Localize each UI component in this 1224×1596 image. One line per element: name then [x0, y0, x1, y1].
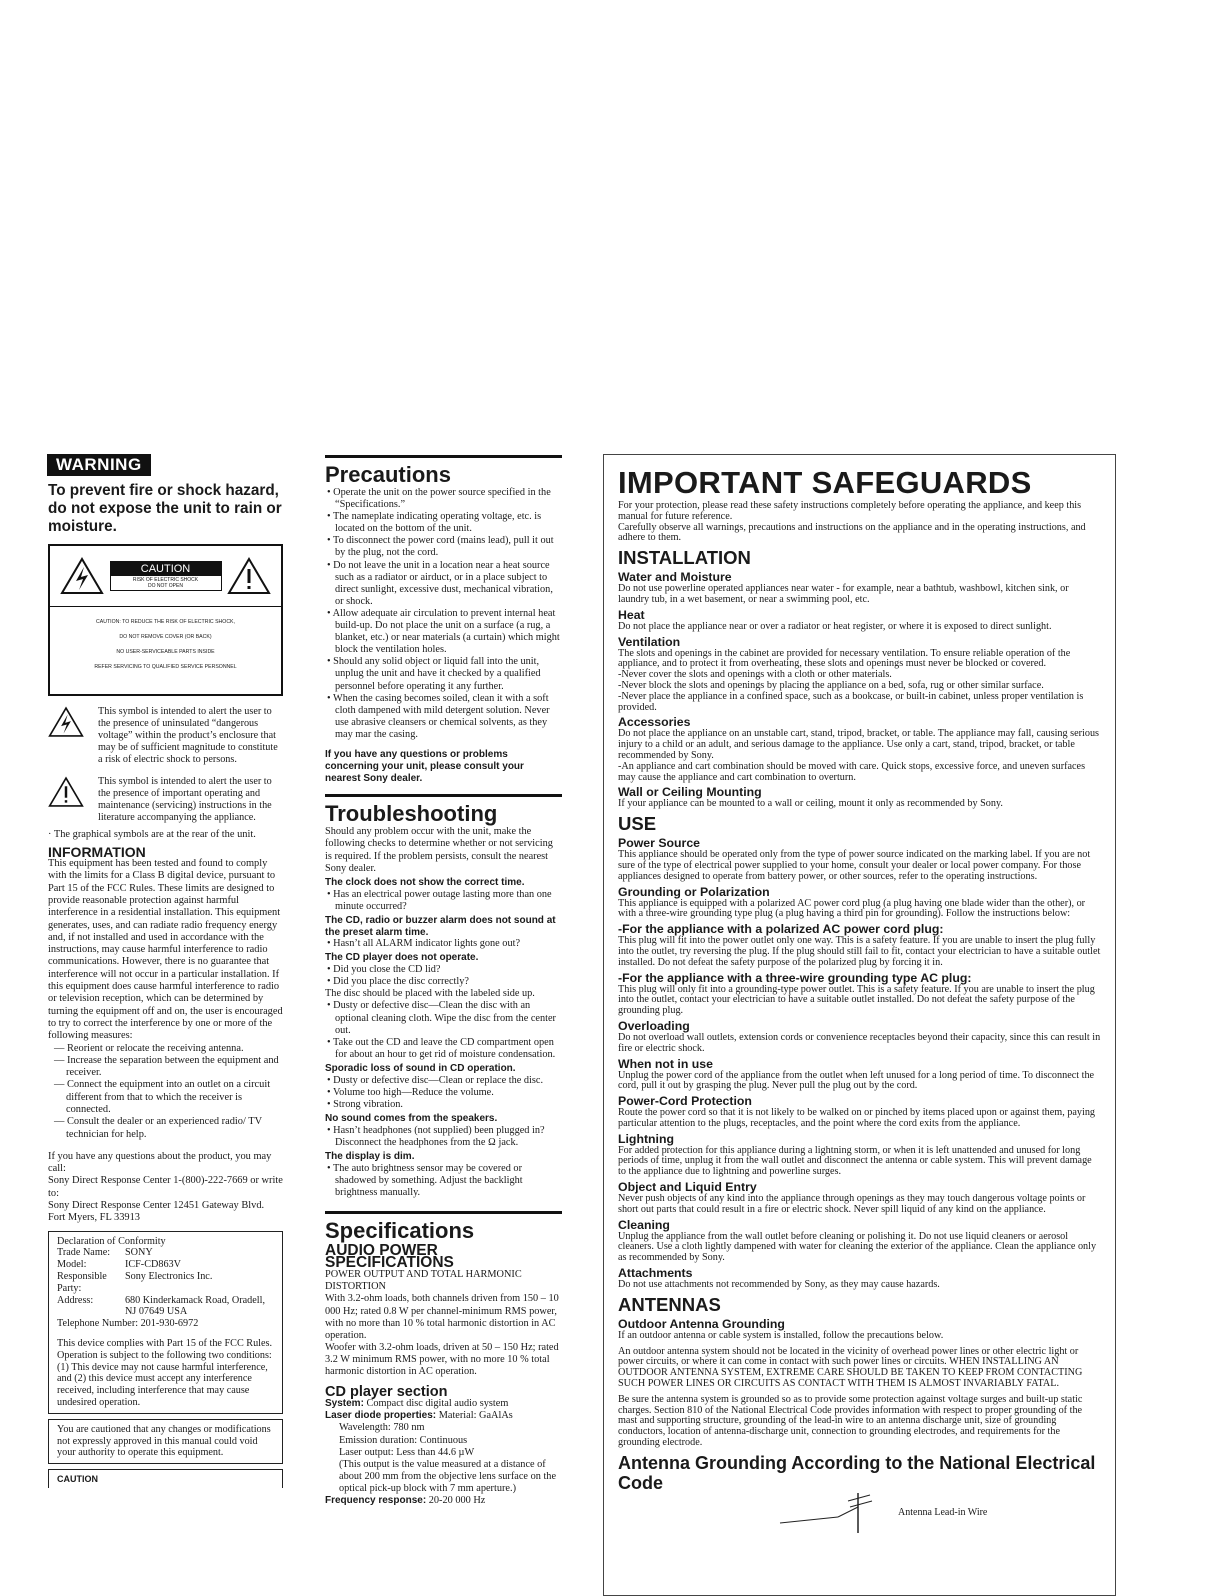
- info-heading: INFORMATION: [48, 843, 146, 860]
- precautions-note: If you have any questions or problems concerning your unit, please consult your nearest Sony dealer.: [325, 748, 524, 784]
- caution-line: DO NOT REMOVE COVER (OR BACK): [119, 634, 212, 641]
- caution-line: CAUTION: TO REDUCE THE RISK OF ELECTRIC SHOCK,: [96, 619, 235, 626]
- measure-item: — Reorient or relocate the receiving antenna.: [54, 1042, 244, 1054]
- trouble-answer: • Volume too high—Reduce the volume.: [327, 1086, 494, 1098]
- cd-player-heading: CD player section: [325, 1384, 448, 1401]
- water-heading: Water and Moisture: [618, 570, 732, 585]
- trouble-answer: • Hasn’t headphones (not supplied) been plugged in? Disconnect the headphones from the Ω jack.: [327, 1124, 545, 1148]
- three-wire-text: This plug will only fit into a grounding-type power outlet. This is a safety feature. If you are unable to insert the plug into the outlet, contact your electrician to have a suitable outlet installed. Do not defeat the safety purpose of the grounding plug.: [618, 983, 1095, 1017]
- nec-heading: Antenna Grounding According to the National Electrical Code: [618, 1452, 1096, 1493]
- cd-laser-line: Emission duration: Continuous: [339, 1434, 468, 1446]
- cd-laser-line: Wavelength: 780 nm: [339, 1422, 425, 1434]
- trouble-question: The clock does not show the correct time.: [325, 876, 525, 888]
- safeguards-title: IMPORTANT SAFEGUARDS: [618, 465, 1032, 500]
- decl-compliance: This device complies with Part 15 of the FCC Rules. Operation is subject to the following two conditions: (1) This device may not cause harmful interference, and (2) this device must accept any interference received, including interference that may cause undesired operation.: [57, 1338, 273, 1409]
- measure-item: — Increase the separation between the equipment and receiver.: [54, 1054, 279, 1079]
- outdoor-text2: An outdoor antenna system should not be located in the vicinity of overhead power lines or other electric light or power circuits, or where it can come in contact with such power lines or circuits. WHEN INSTALLING AN OUTDOOR ANTENNA SYSTEM, EXTREME CARE SHOULD BE TAKEN TO KEEP FROM CONTACTING SUCH POWER LINES OR CIRCUITS AS CONTACT WITH THEM IS ALMOST INVARIABLY FATAL.: [618, 1345, 1083, 1390]
- outdoor-text3: Be sure the antenna system is grounded so as to provide some protection against voltage surges and built-up static charges. Section 810 of the National Electrical Code provides information with respect to proper grounding of the mast and supporting structure, grounding of the lead-in wire to an antenna discharge unit, size of grounding conductors, location of antenna-discharge unit, connection to grounding electrodes, and requirements for the grounding electrode.: [618, 1393, 1083, 1449]
- object-liquid-heading: Object and Liquid Entry: [618, 1180, 757, 1195]
- trouble-answer: • The auto brightness sensor may be covered or shadowed by something. Adjust the backlight brightness manually.: [327, 1162, 523, 1198]
- cd-laser-label: Laser diode properties:: [325, 1410, 437, 1422]
- trouble-question: Sporadic loss of sound in CD operation.: [325, 1062, 516, 1074]
- decl-phone: Telephone Number: 201-930-6972: [57, 1318, 199, 1330]
- use-heading: USE: [618, 813, 657, 835]
- accessories-text: Do not place the appliance on an unstable cart, stand, tripod, bracket, or table. The appliance may fall, causing serious injury to a child or an adult, and serious damage to the appliance. Use only a cart, stand, tripod, bracket, or table recommended by Sony.: [618, 728, 1100, 761]
- antenna-icon: [778, 1493, 898, 1533]
- contact-text: If you have any questions about the product, you may call:: [48, 1150, 272, 1175]
- heat-text: Do not place the appliance near or over a radiator or heat register, or where it is exposed to direct sunlight.: [618, 620, 1052, 632]
- precaution-item: • Should any solid object or liquid fall into the unit, unplug the unit and have it checked by a qualified personnel before operating it any further.: [327, 656, 541, 692]
- cd-freq-label: Frequency response:: [325, 1494, 427, 1506]
- cd-laser-line: (This output is the value measured at a distance of about 200 mm from the objective lens surface on the optical pick-up block with 7 mm aperture.): [339, 1458, 557, 1494]
- precaution-item: • The nameplate indicating operating voltage, etc. is located on the bottom of the unit.: [327, 511, 542, 535]
- graphical-note: · The graphical symbols are at the rear of the unit.: [48, 829, 256, 841]
- symbol2-text: This symbol is intended to alert the user to the presence of important operating and maintenance (servicing) instructions in the literature accompanying the appliance.: [98, 775, 272, 823]
- decl-table: [57, 1247, 274, 1318]
- left-column: [48, 455, 283, 1488]
- trouble-answer: • Strong vibration.: [327, 1098, 403, 1110]
- ventilation-text: The slots and openings in the cabinet are provided for necessary ventilation. To ensure reliable operation of the appliance, and to protect it from overheating, these slots and openings must never be blocked or covered.: [618, 647, 1071, 670]
- audio-text1: With 3.2-ohm loads, both channels driven from 150 – 10 000 Hz; rated 0.8 W per channel-minimum RMS power, with no more than 10 % total harmonic distortion in AC operation.: [325, 1293, 559, 1341]
- warning-text: To prevent fire or shock hazard, do not expose the unit to rain or moisture.: [48, 482, 282, 536]
- trouble-question: The CD player does not operate.: [325, 952, 479, 964]
- overloading-heading: Overloading: [618, 1018, 690, 1033]
- ventilation-line: -Never cover the slots and openings with a cloth or other materials.: [618, 669, 892, 681]
- intro1: For your protection, please read these safety instructions completely before operating the appliance, and keep this manual for future reference.: [618, 500, 1082, 522]
- decl-key: Responsible Party:: [57, 1271, 107, 1294]
- cautioned-box: [48, 1419, 283, 1464]
- exclamation-triangle-icon: [48, 776, 84, 808]
- heat-heading: Heat: [618, 607, 645, 622]
- ventilation-heading: Ventilation: [618, 634, 681, 649]
- decl-value: 680 Kinderkamack Road, Oradell, NJ 07649 USA: [124, 1294, 265, 1318]
- trouble-answer: • Dusty or defective disc—Clean or replace the disc.: [327, 1074, 544, 1086]
- installation-heading: INSTALLATION: [618, 547, 751, 569]
- trouble-answer: • Dusty or defective disc—Clean the disc with an optional cleaning cloth. Wipe the disc from the center out.: [327, 1000, 556, 1036]
- precaution-item: • Do not leave the unit in a location near a heat source such as a radiator or airduct, or in a place subject to direct sunlight, excessive dust, mechanical vibration, or shock.: [327, 559, 553, 607]
- precaution-item: • Operate the unit on the power source specified in the “Specifications.”: [327, 487, 551, 511]
- measure-item: — Consult the dealer or an experienced radio/ TV technician for help.: [54, 1116, 262, 1140]
- caution-sub2: DO NOT OPEN: [148, 583, 183, 590]
- power-text: This appliance should be operated only from the type of power source indicated on the marking label. If you are not sure of the type of electrical power supplied to your home, consult your dealer or local power company. For those appliances designed to operate from battery power, or other sources, refer to the operating instructions.: [618, 849, 1091, 882]
- symbol1-row: [48, 706, 283, 766]
- decl-value: Sony Electronics Inc.: [124, 1271, 213, 1283]
- grounding-heading: Grounding or Polarization: [618, 884, 770, 899]
- attachments-heading: Attachments: [618, 1266, 693, 1281]
- caution-footer: CAUTION: [48, 1469, 283, 1488]
- overloading-text: Do not overload wall outlets, extension cords or convenience receptacles beyond their capacity, since this can result in fire or electric shock.: [618, 1031, 1101, 1054]
- decl-title: Declaration of Conformity: [57, 1235, 166, 1247]
- precaution-item: • When the casing becomes soiled, clean it with a soft cloth dampened with mild detergent solution. Never use abrasive cleansers or chemical solvents, as they may mar the casing.: [327, 692, 550, 740]
- trouble-answer: • Has an electrical power outage lasting more than one minute occurred?: [327, 888, 552, 912]
- cautioned-text: You are cautioned that any changes or modifications not expressly approved in this manual could void your authority to operate this equipment.: [57, 1423, 271, 1459]
- precaution-item: • To disconnect the power cord (mains lead), pull it out by the plug, not the cord.: [327, 535, 554, 559]
- accessories-heading: Accessories: [618, 715, 691, 730]
- antennas-heading: ANTENNAS: [618, 1293, 721, 1315]
- symbol1-text: This symbol is intended to alert the user to the presence of uninsulated “dangerous voltage” within the product’s enclosure that may be of sufficient magnitude to constitute a risk of electric shock to persons.: [98, 706, 278, 765]
- declaration-box: [48, 1231, 283, 1414]
- trouble-question: The CD, radio or buzzer alarm does not sound at the preset alarm time.: [325, 914, 556, 938]
- info-text: This equipment has been tested and found to comply with the limits for a Class B digital device, pursuant to Part 15 of the FCC Rules. These limits are designed to provide reasonable protection against harmful interference in a residential installation. This equipment generates, uses, and can radiate radio frequency energy and, if not installed and used in accordance with the instructions, may cause harmful interference to radio communications. However, there is no guarantee that interference will not occur in a particular installation. If this equipment does cause harmful interference to radio or television reception, which can be determined by turning the equipment off and on, the user is encouraged to try to correct the interference by one or more of the following measures:: [48, 858, 283, 1042]
- audio-power-heading: AUDIO POWER SPECIFICATIONS: [325, 1242, 454, 1272]
- caution-title: CAUTION: [140, 563, 191, 576]
- exclamation-triangle-icon: [227, 557, 271, 595]
- diagram-label: Antenna Lead-in Wire: [898, 1506, 988, 1518]
- cleaning-text: Unplug the appliance from the wall outlet before cleaning or polishing it. Do not use liquid cleaners or aerosol cleaners. Use a cloth lightly dampened with water for cleaning the exterior of the appliance. Clean the appliance only as recommended by Sony.: [618, 1230, 1097, 1264]
- caution-label: [110, 561, 222, 591]
- trouble-answer: The disc should be placed with the labeled side up.: [325, 988, 535, 1000]
- polarized-text: This plug will fit into the power outlet only one way. This is a safety feature. If you are unable to insert the plug fully into the outlet, try reversing the plug. If the plug should still fail to fit, contact your electrician to have a suitable outlet installed. Do not defeat the safety purpose of the polarized plug by forcing it in.: [618, 935, 1101, 968]
- cord-protection-heading: Power-Cord Protection: [618, 1094, 752, 1109]
- decl-value: ICF-CD863V: [124, 1259, 181, 1271]
- ventilation-line: -Never place the appliance in a confined space, such as a bookcase, or built-in cabinet, unless proper ventilation is provided.: [618, 690, 1084, 713]
- object-liquid-text: Never push objects of any kind into the appliance through openings as they may touch dangerous voltage points or short out parts that could result in a fire or electric shock. Never spill liquid of any kind on the appliance.: [618, 1193, 1086, 1215]
- wall-text: If your appliance can be mounted to a wall or ceiling, mount it only as recommended by Sony.: [618, 798, 1003, 810]
- outdoor-antenna-heading: Outdoor Antenna Grounding: [618, 1316, 785, 1331]
- cd-system: Compact disc digital audio system: [366, 1398, 509, 1410]
- precautions-heading: Precautions: [325, 455, 562, 487]
- trouble-intro: Should any problem occur with the unit, make the following checks to determine whether or not servicing is required. If the problem persists, consult the nearest Sony dealer.: [325, 826, 553, 874]
- power-heading: Power Source: [618, 836, 701, 851]
- decl-key: Address:: [57, 1294, 94, 1306]
- lightning-triangle-icon: [60, 557, 104, 595]
- lightning-triangle-icon: [48, 706, 84, 738]
- cd-laser-line: Laser output: Less than 44.6 µW: [339, 1446, 475, 1458]
- cord-protection-text: Route the power cord so that it is not likely to be walked on or pinched by items placed upon or against them, paying particular attention to the plugs, receptacles, and the point where the cord exits from the appliance.: [618, 1107, 1096, 1129]
- trouble-answer: • Did you close the CD lid?: [327, 964, 441, 976]
- accessories-text2: -An appliance and cart combination should be moved with care. Quick stops, excessive force, and uneven surfaces may cause the appliance and cart combination to overturn.: [618, 760, 1086, 783]
- audio-sub: POWER OUTPUT AND TOTAL HARMONIC DISTORTION: [325, 1269, 522, 1293]
- contact-address: Sony Direct Response Center 12451 Gateway Blvd. Fort Myers, FL 33913: [48, 1200, 265, 1224]
- decl-key: Model:: [57, 1259, 87, 1271]
- cd-system-label: System:: [325, 1398, 364, 1410]
- antenna-diagram: [618, 1493, 1101, 1553]
- cd-freq: 20-20 000 Hz: [428, 1494, 486, 1506]
- caution-sub1: RISK OF ELECTRIC SHOCK: [132, 577, 199, 584]
- grounding-text: This appliance is equipped with a polarized AC power cord plug (a plug having one blade wider than the other), or with a three-wire grounding type plug (a plug having a third pin for grounding). Follow the instructions below:: [618, 897, 1086, 920]
- polarized-heading: -For the appliance with a polarized AC power cord plug:: [618, 922, 944, 937]
- specifications-heading: Specifications: [325, 1211, 562, 1243]
- three-wire-heading: -For the appliance with a three-wire grounding type AC plug:: [618, 970, 972, 985]
- troubleshooting-heading: Troubleshooting: [325, 794, 562, 826]
- decl-value: SONY: [124, 1247, 153, 1259]
- caution-label-box: [48, 544, 283, 696]
- trouble-question: No sound comes from the speakers.: [325, 1113, 498, 1125]
- lightning-heading: Lightning: [618, 1131, 674, 1146]
- important-safeguards-panel: [603, 454, 1116, 1596]
- attachments-text: Do not use attachments not recommended by Sony, as they may cause hazards.: [618, 1279, 940, 1291]
- contact-phone: Sony Direct Response Center 1-(800)-222-7669 or write to:: [48, 1175, 283, 1199]
- caution-line: REFER SERVICING TO QUALIFIED SERVICE PERSONNEL: [94, 664, 237, 671]
- caution-line: NO USER-SERVICEABLE PARTS INSIDE: [116, 649, 215, 656]
- cleaning-heading: Cleaning: [618, 1217, 670, 1232]
- ventilation-line: -Never block the slots and openings by placing the appliance on a bed, sofa, rug or other similar surface.: [618, 679, 1044, 691]
- trouble-answer: • Did you place the disc correctly?: [327, 976, 469, 988]
- water-text: Do not use powerline operated appliances near water - for example, near a bathtub, washbowl, kitchen sink, or laundry tub, in a wet basement, or near a swimming pool, etc.: [618, 583, 1069, 605]
- decl-key: Trade Name:: [57, 1247, 111, 1259]
- trouble-answer: • Hasn’t all ALARM indicator lights gone out?: [327, 938, 521, 950]
- measure-item: — Connect the equipment into an outlet on a circuit different from that to which the receiver is connected.: [54, 1079, 271, 1115]
- not-in-use-heading: When not in use: [618, 1056, 713, 1071]
- symbol2-row: [48, 776, 283, 824]
- intro2: Carefully observe all warnings, precautions and instructions on the appliance and in the operating instructions, and adhere to them.: [618, 521, 1086, 544]
- warning-badge: WARNING: [48, 455, 150, 475]
- outdoor-text: If an outdoor antenna or cable system is installed, follow the precautions below.: [618, 1329, 944, 1341]
- not-in-use-text: Unplug the power cord of the appliance from the outlet when left unused for a long period of time. To disconnect the cord, pull it out by grasping the plug. Never pull the plug out by the cord.: [618, 1069, 1095, 1092]
- precaution-item: • Allow adequate air circulation to prevent internal heat build-up. Do not place the unit on a surface (a rug, a blanket, etc.) or near materials (a curtain) which might block the ventilation holes.: [327, 607, 560, 656]
- cd-laser: Material: GaAlAs: [438, 1410, 513, 1422]
- audio-text2: Woofer with 3.2-ohm loads, driven at 50 – 150 Hz; rated 3.2 W minimum RMS power, with no more 10 % total harmonic distortion in AC operation.: [325, 1341, 559, 1378]
- middle-column: [325, 455, 562, 1507]
- wall-heading: Wall or Ceiling Mounting: [618, 785, 762, 800]
- trouble-answer: • Take out the CD and leave the CD compartment open for about an hour to get rid of moisture condensation.: [327, 1036, 556, 1060]
- lightning-text: For added protection for this appliance during a lightning storm, or when it is left unattended and unused for long periods of time, unplug it from the wall outlet and disconnect the antenna or cable system. This will prevent damage to the appliance due to lightning and powerline surges.: [618, 1144, 1092, 1178]
- trouble-question: The display is dim.: [325, 1151, 415, 1163]
